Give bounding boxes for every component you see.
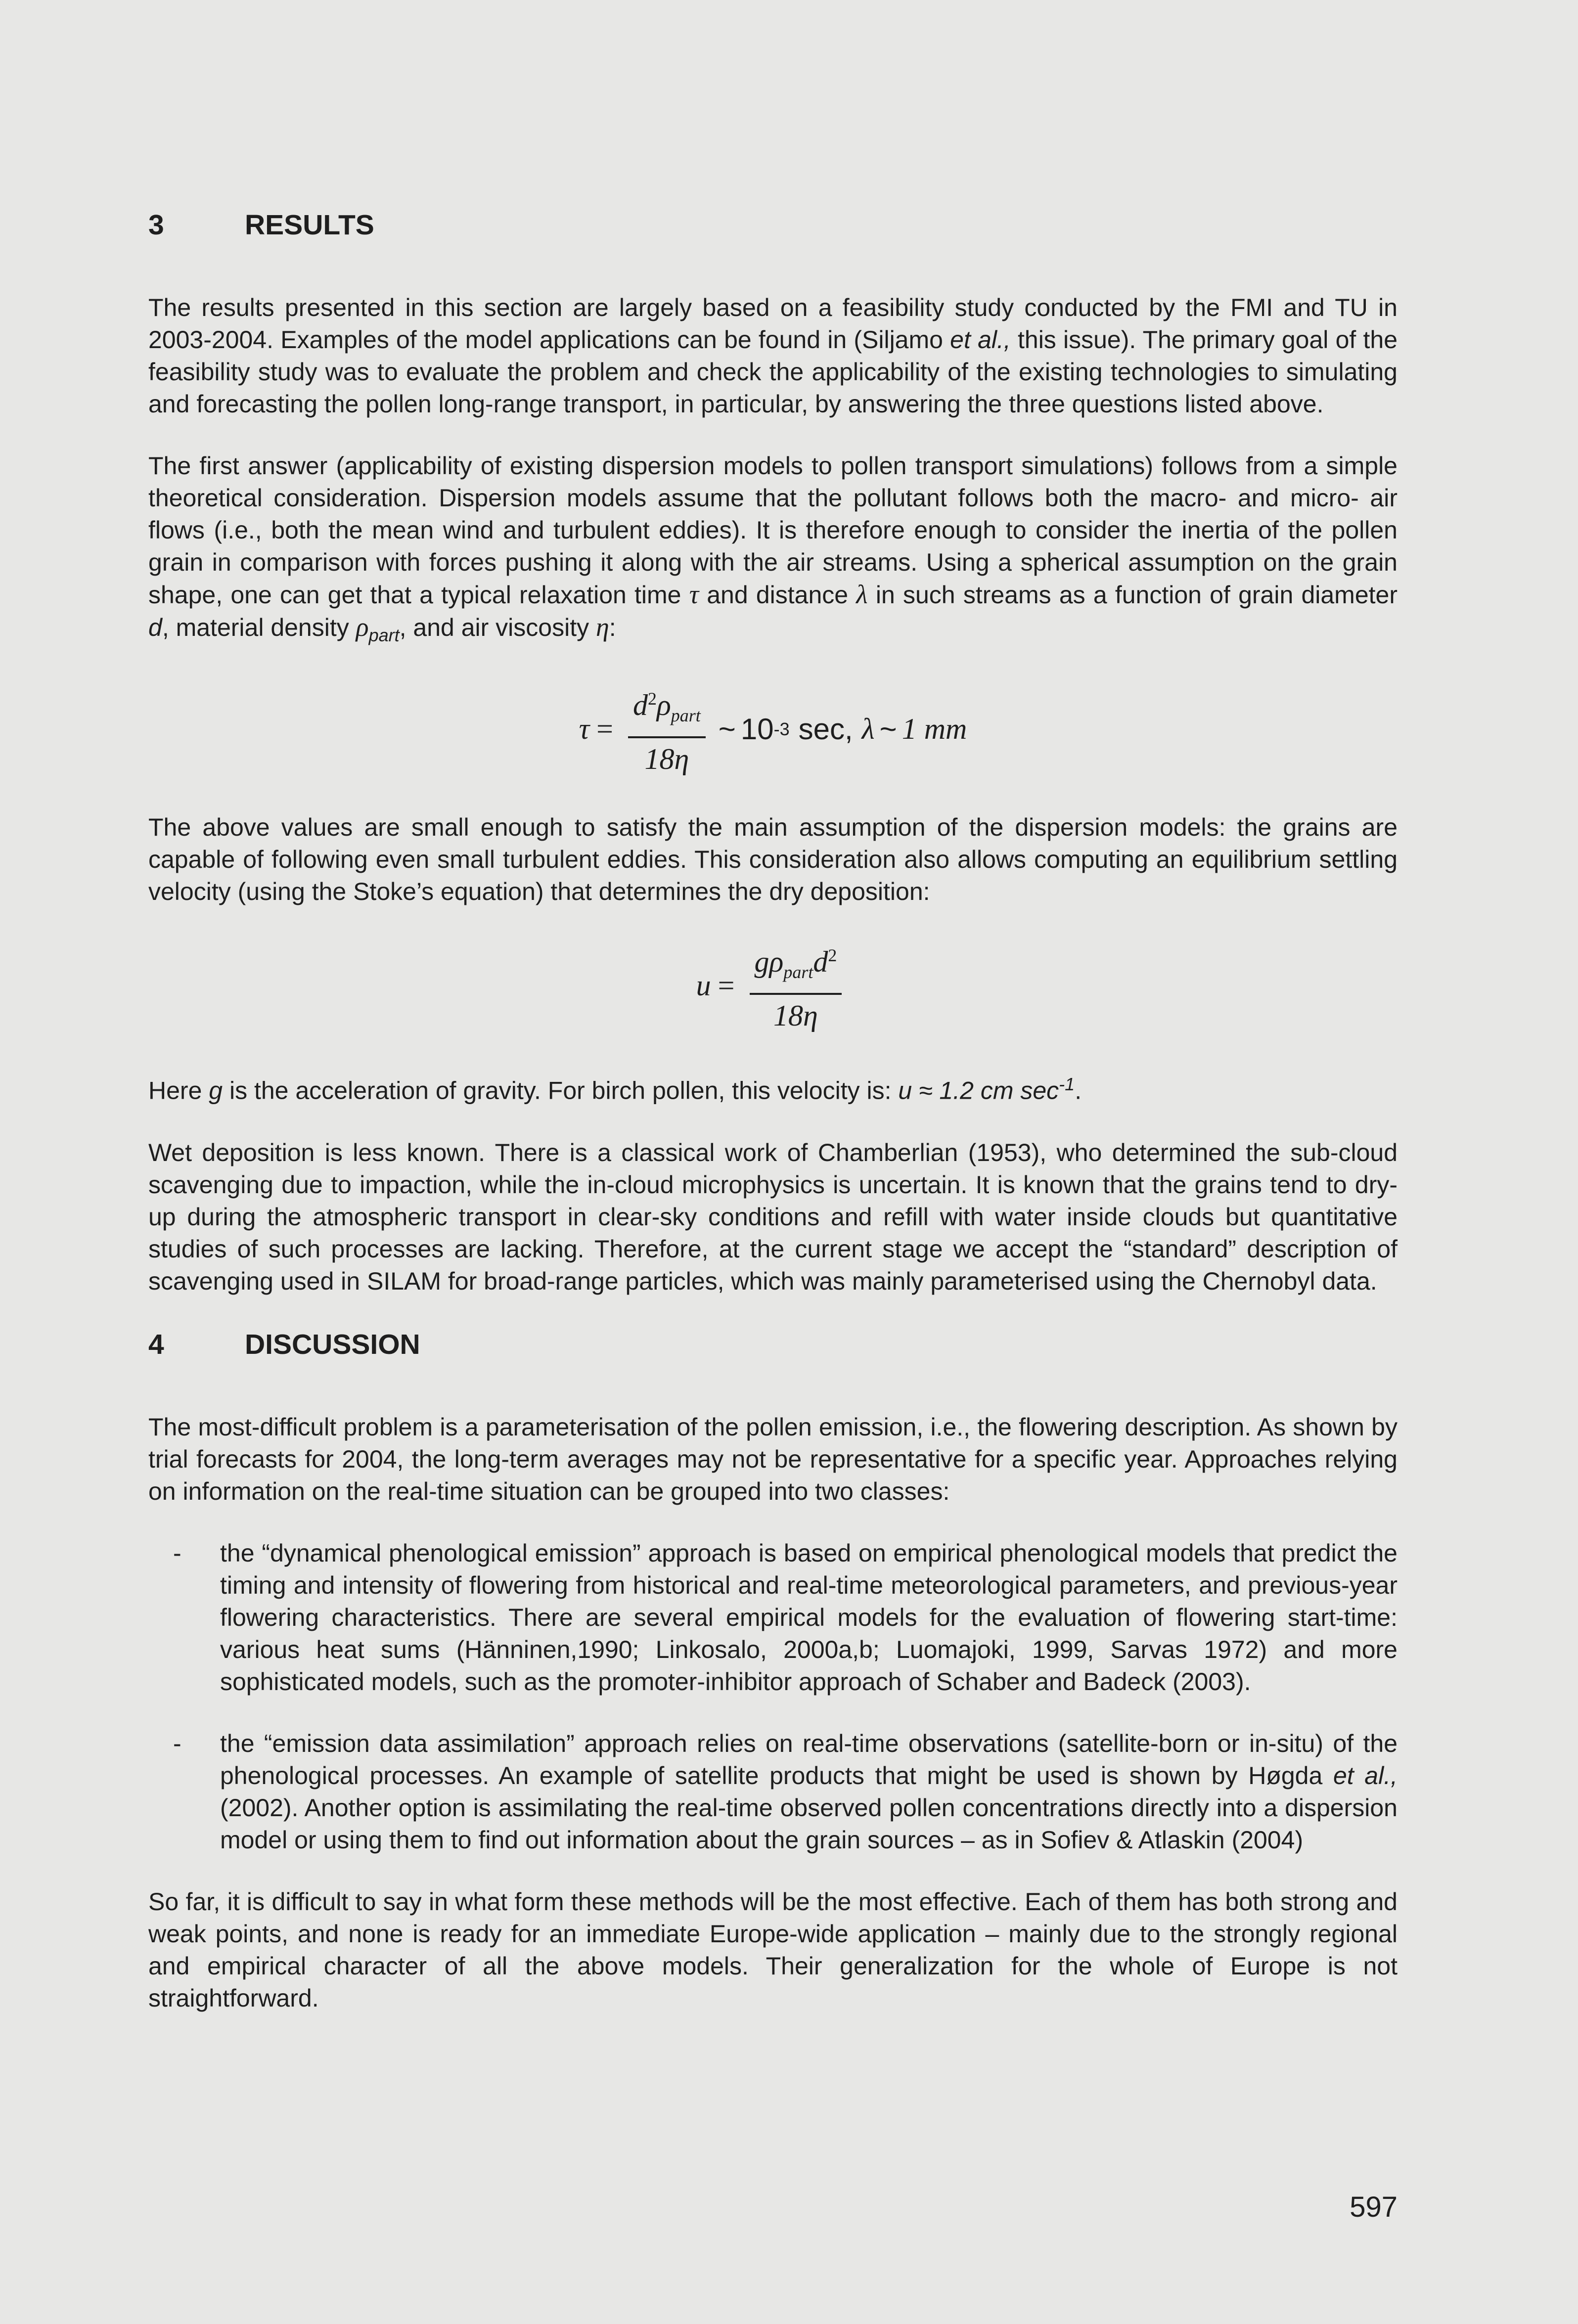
text-run: 18η: [644, 743, 689, 775]
results-paragraph-2: [148, 450, 1398, 651]
eq-exponent: -3: [773, 718, 790, 739]
eq-numerator: [628, 681, 706, 738]
text-run: the “emission data assimilation” approach relies on real-time observations (satellite-born or in-situ) of the phenological processes. An example of satellite products that might be used is shown by Høgda: [220, 1729, 1398, 1789]
section-heading-results: [148, 208, 1398, 242]
symbol-g: g: [209, 1076, 223, 1105]
text-run: d: [813, 945, 828, 978]
text-run: 2: [828, 945, 837, 965]
bullet-dash: -: [173, 1729, 181, 1757]
et-al-italic: et al.,: [1333, 1761, 1398, 1789]
page-content: [148, 208, 1398, 2044]
eq-lhs: u: [696, 969, 711, 1002]
text-run: in such streams as a function of grain diameter: [867, 581, 1398, 609]
eq-fraction: [628, 681, 706, 777]
eq-fraction: [750, 938, 842, 1033]
page-number: 597: [1350, 2191, 1398, 2223]
eq-equals: =: [718, 969, 735, 1002]
section-number: 4: [148, 1328, 164, 1360]
symbol-rho: ρ: [356, 612, 369, 642]
approach-list: [148, 1537, 1398, 1856]
text-run: , material density: [162, 614, 356, 641]
list-item-text: [220, 1730, 1398, 1854]
text-run: ρ: [769, 945, 784, 978]
list-item: [148, 1537, 1398, 1698]
eq-approx: ~: [879, 712, 897, 746]
eq-lhs: τ: [579, 712, 590, 745]
text-run: The results presented in this section are largely based on a feasibility study conducted by the FMI and TU in 2003-2004. Examples of the model applications can be found in (Siljamo: [148, 294, 1398, 354]
list-item-text: the “dynamical phenological emission” approach is based on empirical phenological models that predict the timing and intensity of flowering from historical and real-time meteorological parameters, and previous-year flowering characteristics. There are several empirical models for the evaluation of flowering start-time: various heat sums (Hänninen,1990; Linkosalo, 2000a,b; Luomajoki, 1999, Sarvas 1972) and more sophisticated models, such as the promoter-inhibitor approach of Schaber and Badeck (2003).: [220, 1539, 1398, 1696]
bullet-dash: -: [173, 1539, 181, 1567]
eq-unit: sec,: [798, 712, 853, 746]
section-title: DISCUSSION: [245, 1328, 420, 1360]
text-run: .: [1075, 1076, 1082, 1105]
subscript-part: part: [368, 625, 400, 645]
eq-denominator: [639, 738, 694, 777]
velocity-exponent: -1: [1059, 1074, 1075, 1094]
results-paragraph-4: [148, 1068, 1398, 1107]
symbol-eta: η: [595, 612, 609, 642]
text-run: 2: [647, 689, 657, 709]
text-run: :: [609, 614, 616, 641]
results-paragraph-3: The above values are small enough to satisfy the main assumption of the dispersion models: the grains are capable of following even small turbulent eddies. This consideration also allows computing an equilibrium settling velocity (using the Stoke’s equation) that determines the dry deposition:: [148, 813, 1398, 905]
text-run: (2002). Another option is assimilating the real-time observed pollen concentrations directly into a dispersion model or using them to find out information about the grain sources – as in Sofiev & Atlaskin (2004): [220, 1793, 1398, 1854]
eq-value: 10: [740, 712, 774, 746]
text-run: , and air viscosity: [399, 614, 596, 641]
text-run: part: [783, 962, 813, 982]
text-run: 18η: [773, 999, 818, 1032]
equation-settling-velocity: [148, 938, 1398, 1033]
symbol-tau: τ: [689, 580, 699, 609]
text-run: The first answer (applicability of existing dispersion models to pollen transport simulations) follows from a simple theoretical consideration. Dispersion models assume that the pollutant follows both the macro- and micro- air flows (i.e., both the mean wind and turbulent eddies). It is therefore enough to consider the inertia of the pollen grain in comparison with forces pushing it along with the air streams. Using a spherical assumption on the grain shape, one can get that a typical relaxation time: [148, 452, 1398, 609]
text-run: Here: [148, 1076, 209, 1105]
discussion-paragraph-1: The most-difficult problem is a parameterisation of the pollen emission, i.e., the flowering description. As shown by trial forecasts for 2004, the long-term averages may not be representative for a specific year. Approaches relying on information on the real-time situation can be grouped into two classes:: [148, 1413, 1398, 1505]
results-paragraph-1: [148, 292, 1398, 420]
eq-numerator: [750, 938, 842, 995]
equation-relaxation-time: [148, 681, 1398, 777]
text-run: is the acceleration of gravity. For birch pollen, this velocity is:: [223, 1076, 899, 1105]
text-run: part: [671, 706, 701, 725]
list-item: [148, 1728, 1398, 1856]
velocity-expression: u ≈ 1.2 cm sec: [898, 1076, 1059, 1105]
text-run: g: [754, 945, 769, 978]
section-title: RESULTS: [245, 209, 374, 241]
eq-lambda: λ: [861, 712, 875, 745]
section-number: 3: [148, 209, 164, 241]
symbol-lambda: λ: [856, 580, 868, 609]
text-run: ρ: [656, 689, 671, 721]
results-paragraph-5: Wet deposition is less known. There is a classical work of Chamberlian (1953), who determined the sub-cloud scavenging due to impaction, while the in-cloud microphysics is uncertain. It is known that the grains tend to dry-up during the atmospheric transport in clear-sky conditions and refill with water inside clouds but quantitative studies of such processes are lacking. Therefore, at the current stage we accept the “standard” description of scavenging used in SILAM for broad-range particles, which was mainly parameterised using the Chernobyl data.: [148, 1138, 1398, 1295]
symbol-d: d: [148, 614, 162, 641]
discussion-paragraph-2: So far, it is difficult to say in what form these methods will be the most effective. Each of them has both strong and weak points, and none is ready for an immediate Europe-wide application – mainly due to the strongly regional and empirical character of all the above models. Their generalization for the whole of Europe is not straightforward.: [148, 1887, 1398, 2012]
text-run: and distance: [699, 581, 857, 609]
eq-equals: =: [596, 712, 613, 745]
text-run: this issue). The primary goal of the feasibility study was to evaluate the problem and check the applicability of the existing technologies to simulating and forecasting the pollen long-range transport, in particular, by answering the three questions listed above.: [148, 326, 1398, 418]
text-run: d: [632, 689, 648, 721]
eq-approx: ~: [718, 712, 736, 746]
section-heading-discussion: [148, 1327, 1398, 1362]
eq-denominator: [768, 995, 823, 1033]
et-al-italic: et al.,: [950, 326, 1011, 354]
eq-mm: 1 mm: [902, 712, 967, 745]
